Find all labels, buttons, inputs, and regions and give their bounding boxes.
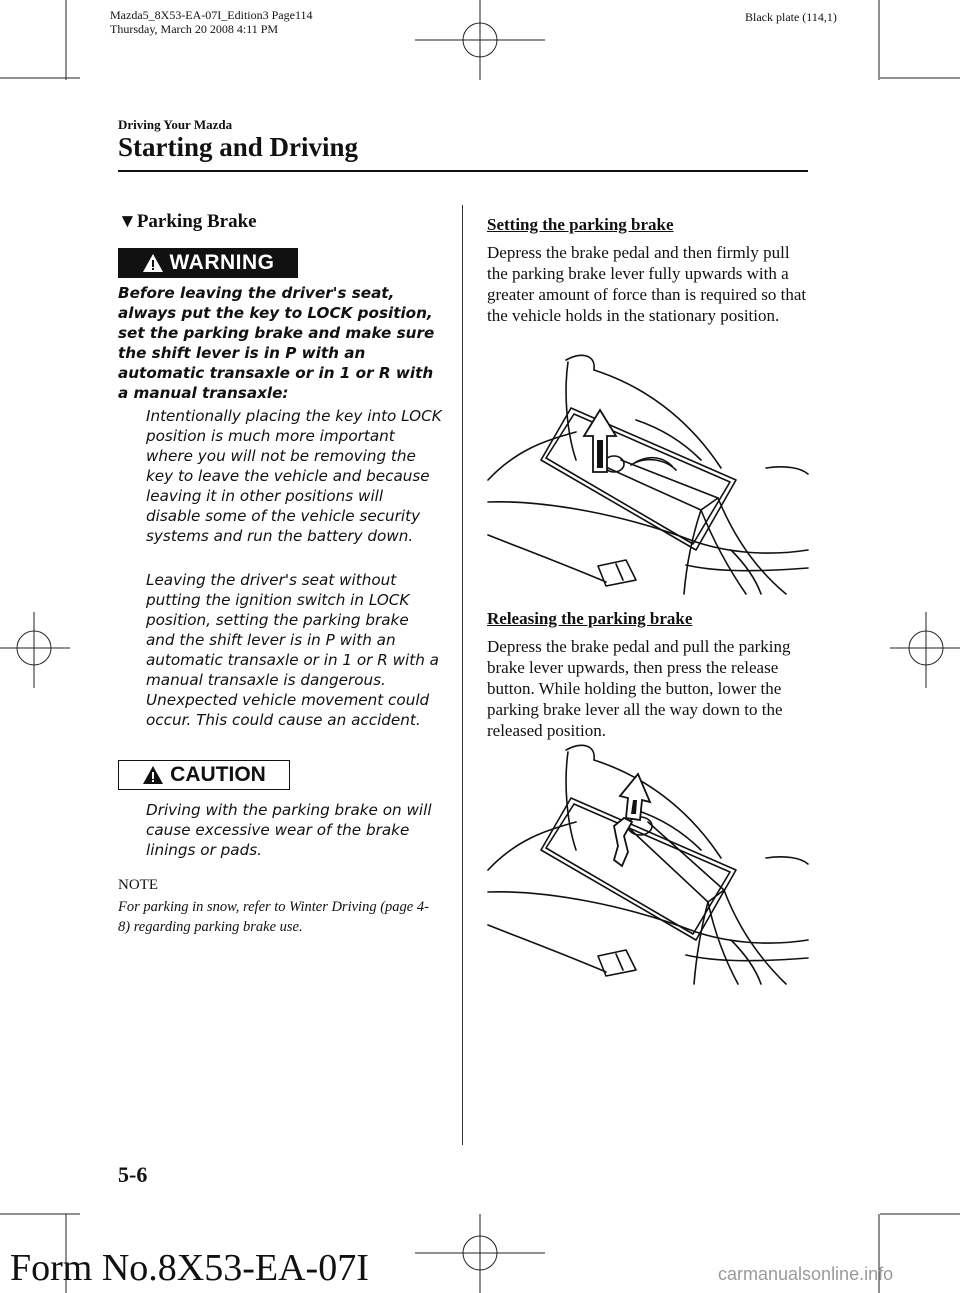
releasing-title: Releasing the parking brake: [487, 609, 693, 628]
warning-label: [118, 248, 298, 278]
releasing-text: Depress the brake pedal and pull the parking brake lever upwards, then press the release button. While holding the button, lower the parking brake lever all the way down to the released position.: [487, 637, 791, 740]
section-small-title: Driving Your Mazda: [118, 117, 233, 132]
section-heading: [118, 210, 257, 234]
column-divider: [462, 205, 463, 1145]
caution-triangle-icon: [142, 765, 164, 785]
form-number: Form No.8X53-EA-07I: [10, 1247, 369, 1289]
note-text: For parking in snow, refer to Winter Driving (page 4-8) regarding parking brake use.: [118, 899, 429, 935]
warning-label-text: WARNING: [169, 251, 275, 274]
page-number: 5-6: [118, 1162, 148, 1187]
releasing-brake-illustration: [486, 740, 811, 985]
header-rule: [118, 170, 808, 172]
caution-text: Driving with the parking brake on will cause excessive wear of the brake linings or pads.: [146, 801, 432, 859]
warning-lead-text: Before leaving the driver's seat, always put the key to LOCK position, set the parking brake and make sure the shift lever is in P with an automatic transaxle or in 1 or R with a manual transaxle:: [118, 284, 435, 402]
note-label: NOTE: [118, 877, 158, 893]
page-title: Starting and Driving: [118, 132, 359, 162]
triangle-marker-icon: ▼: [118, 211, 137, 232]
setting-brake-illustration: [486, 350, 811, 595]
warning-detail-1: Intentionally placing the key into LOCK position is much more important where you will not be removing the key to leave the vehicle and because leaving it in other positions will disable some of the vehicle security systems and run the battery down.: [146, 407, 442, 545]
caution-label: [118, 760, 290, 790]
file-info-line-1: Mazda5_8X53-EA-07I_Edition3 Page114: [110, 8, 313, 22]
file-info-line-2: Thursday, March 20 2008 4:11 PM: [110, 22, 279, 36]
warning-triangle-icon: [142, 253, 164, 273]
watermark-text: carmanualsonline.info: [718, 1264, 894, 1284]
caution-label-text: CAUTION: [170, 763, 266, 786]
section-heading-text: Parking Brake: [136, 211, 257, 232]
setting-text: Depress the brake pedal and then firmly pull the parking brake lever fully upwards with a greater amount of force than is required so that the vehicle holds in the stationary position.: [487, 243, 807, 325]
setting-title: Setting the parking brake: [487, 215, 674, 234]
plate-label: Black plate (114,1): [745, 10, 837, 24]
warning-detail-2: Leaving the driver's seat without putting the ignition switch in LOCK position, setting the parking brake and the shift lever is in P with an automatic transaxle or in 1 or R with a manual transaxle is dangerous. Unexpected vehicle movement could occur. This could cause an accident.: [146, 571, 439, 729]
